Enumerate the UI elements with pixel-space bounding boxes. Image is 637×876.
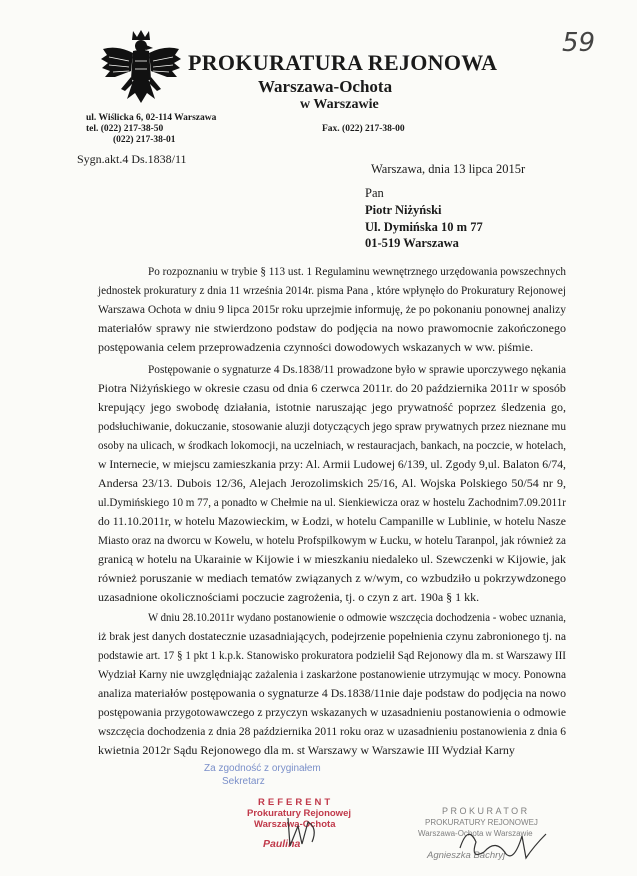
body-line: również poruszanie w mediach tematów związanych z w/wym, co wzbudziło u pokrzywdzonego <box>98 571 566 585</box>
body-line: materiałów sprawy nie stwierdzono podstaw do podjęcia na nowo prawomocnie zakończonego <box>98 321 566 335</box>
body-line: podstawie art. 17 § 1 pkt 1 k.p.k. Stanowisko prokuratora podzielił Sąd Rejonowy dla m. st Warszawy III <box>98 648 566 662</box>
referent-signature <box>268 808 328 853</box>
body-line: kwietnia 2012r Sądu Rejonowego dla m. st Warszawy w Warszawie III Wydział Karny <box>98 743 515 757</box>
body-line: ul.Dymińskiego 10 m 77, a ponadto w Chełmie na ul. Sienkiewicza oraz w hostelu Zachodnim7.09.2011r <box>98 495 566 509</box>
prosecutor-signature <box>450 818 560 868</box>
body-line: postępowania celem przeprowadzenia czynności dowodowych wskazanych w ww. piśmie. <box>98 340 534 354</box>
recipient-salutation: Pan <box>365 186 384 200</box>
body-line: w Internecie, w miejscu zamieszkania przy: Al. Armii Ludowej 6/139, ul. Zgody 9,ul. Balaton 6/74, <box>98 457 566 471</box>
referent-stamp-title: REFERENT <box>258 797 334 808</box>
body-line: analiza materiałów postępowania o sygnaturze 4 Ds.1838/11nie daje podstaw do podjęcia na nowo <box>98 686 566 700</box>
case-reference: Sygn.akt.4 Ds.1838/11 <box>77 152 187 166</box>
office-phone-1: tel. (022) 217-38-50 <box>86 124 164 134</box>
office-phone-2: (022) 217-38-01 <box>113 135 176 145</box>
recipient-name: Piotr Niżyński <box>365 203 442 217</box>
page-number: 59 <box>562 28 596 58</box>
body-line: Wydział Karny nie uwzględniając zażalenia i zaskarżone postanowienie utrzymując w mocy. Ponowna <box>98 667 566 681</box>
referent-stamp-name: Paulina <box>263 838 301 850</box>
body-line: uzasadnione okolicznościami poczucie zagrożenia, tj. o czyn z art. 190a § 1 kk. <box>98 590 480 604</box>
polish-eagle-emblem <box>97 27 185 113</box>
office-address: ul. Wiślicka 6, 02-114 Warszawa <box>86 113 217 123</box>
letter-date: Warszawa, dnia 13 lipca 2015r <box>371 162 526 176</box>
body-line: granicą w hotelu na Ukarainie w Kijowie i w mieszkaniu niedaleko ul. Szewczenki w Kijowie, jak <box>98 552 566 566</box>
referent-stamp-line3: Warszawa-Ochota <box>254 819 336 830</box>
body-line: Warszawa Ochota w dniu 9 lipca 2015r roku uprzejmie informuję, że po pokonaniu ponownej analizy <box>98 302 566 316</box>
body-line: Andersa 23/13. Dubois 12/36, Alejach Jerozolimskich 25/16, Al. Wojska Polskiego 50/54 nr 9, <box>98 476 566 490</box>
body-line: Miasto oraz na dworcu w Kowelu, w hotelu Profspilkowym w Łucku, w hotelu Taranpol, jak również za <box>98 533 566 547</box>
office-subtitle-district: Warszawa-Ochota <box>258 77 393 96</box>
body-line: wszczęcia dochodzenia z dnia 28 października 2011 roku oraz w uzasadnieniu postanowienia z dnia 6 <box>98 724 566 738</box>
body-line: jednostek prokuratury z dnia 11 września 2014r. pisma Pana , które wpłynęło do Prokuratury Rejonowej <box>98 283 566 297</box>
body-line: iż brak jest danych dostatecznie uzasadniających, podejrzenie popełnienia czynu zabronionego tj. na <box>98 629 566 643</box>
prosecutor-stamp-title: PROKURATOR <box>442 806 530 816</box>
recipient-street: Ul. Dymińska 10 m 77 <box>365 220 483 234</box>
body-line: krepujący jego swobodę działania, istotnie naruszając jego prywatność poprzez śledzenia go, <box>98 400 566 414</box>
body-line: postępowania przygotowawczego z przyczyn wskazanych w uzasadnieniu postanowienia o odmowie <box>98 705 566 719</box>
referent-stamp-line2: Prokuratury Rejonowej <box>247 808 351 819</box>
office-title: PROKURATURA REJONOWA <box>188 50 498 75</box>
office-fax: Fax. (022) 217-38-00 <box>322 124 405 134</box>
body-line: osoby na ulicach, w środkach lokomocji, na uczelniach, w restauracjach, bankach, na poczcie, w hotelach, <box>98 438 566 452</box>
prosecutor-stamp-name: Agnieszka Bachryj <box>427 850 506 861</box>
body-line: podsłuchiwanie, dokuczanie, stosowanie aluzji dotyczących jego spraw prywatnych przez nieznane mu <box>98 419 566 433</box>
body-line: Postępowanie o sygnaturze 4 Ds.1838/11 prowadzone było w sprawie uporczywego nękania <box>148 362 566 376</box>
prosecutor-stamp-line3: Warszawa-Ochota w Warszawie <box>418 829 533 838</box>
body-line: W dniu 28.10.2011r wydano postanowienie o odmowie wszczęcia dochodzenia - wobec uznania, <box>148 610 566 624</box>
body-line: do 11.10.2011r, w hotelu Mazowieckim, w Łodzi, w hotelu Campanille w Lublinie, w hotelu Nasze <box>98 514 566 528</box>
certified-copy-stamp-line1: Za zgodność z oryginałem <box>204 763 321 774</box>
body-line: Piotra Niżyńskiego w okresie czasu od dnia 6 czerwca 2011r. do 20 października 2011r w sposób <box>98 381 566 395</box>
body-line: Po rozpoznaniu w trybie § 113 ust. 1 Regulaminu wewnętrznego urzędowania powszechnych <box>148 264 566 278</box>
certified-copy-stamp-line2: Sekretarz <box>222 776 265 787</box>
prosecutor-stamp-line2: PROKURATURY REJONOWEJ <box>425 818 538 827</box>
office-subtitle-city: w Warszawie <box>300 97 379 112</box>
recipient-postcode-city: 01-519 Warszawa <box>365 236 459 250</box>
